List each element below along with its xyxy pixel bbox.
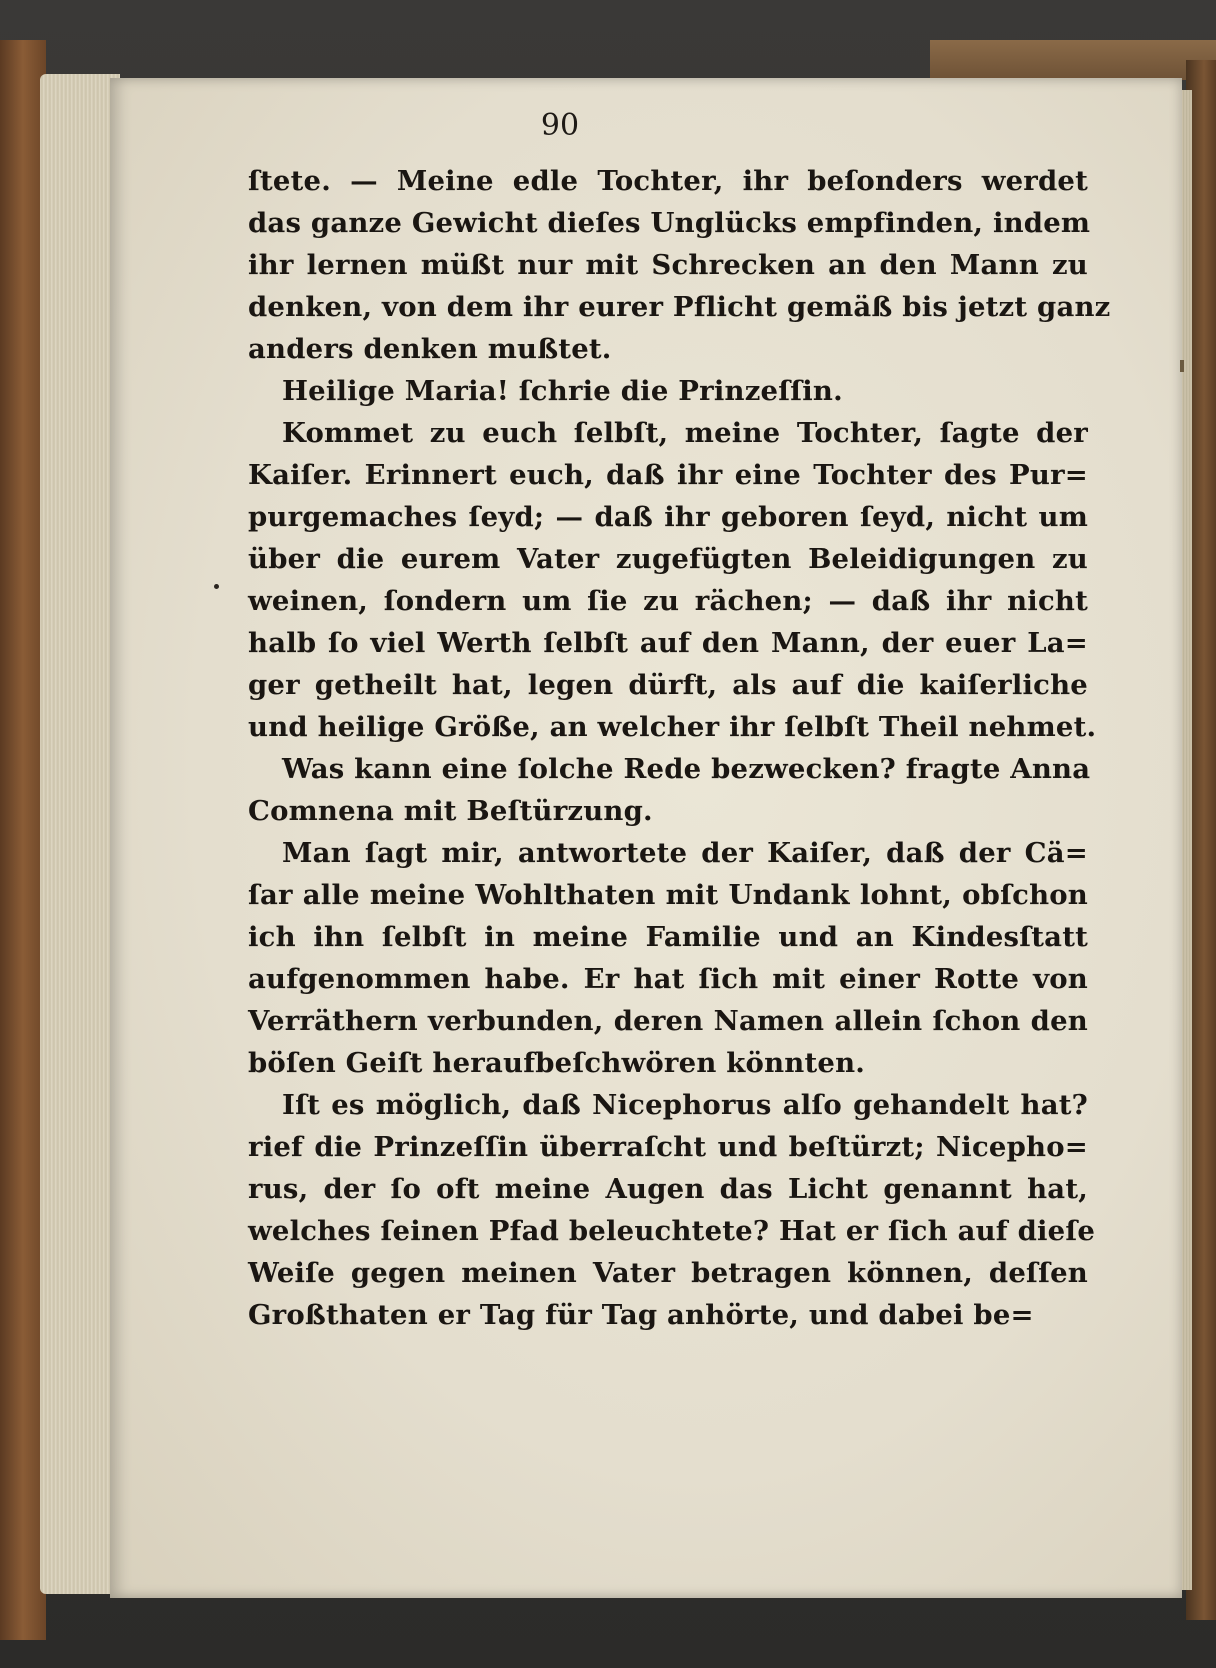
text-line: purgemaches ſeyd; — daß ihr geboren ſeyd, nicht um xyxy=(248,501,1088,533)
text-line: ſtete. — Meine edle Tochter, ihr beſonders werdet xyxy=(248,165,1088,197)
page-text xyxy=(248,160,1111,1336)
text-line: ich ihn ſelbſt in meine Familie und an Kindesſtatt xyxy=(248,921,1088,953)
text-line: aufgenommen habe. Er hat ſich mit einer Rotte von xyxy=(248,963,1088,995)
paragraph xyxy=(248,160,1111,370)
text-line: anders denken mußtet. xyxy=(248,333,612,365)
text-line: Kommet zu euch ſelbſt, meine Tochter, ſagte der xyxy=(282,417,1088,449)
page-number: 90 xyxy=(540,108,580,143)
paragraph xyxy=(248,832,1088,1084)
paragraph xyxy=(248,748,1091,832)
text-line: Comnena mit Beſtürzung. xyxy=(248,795,653,827)
text-line: das ganze Gewicht dieſes Unglücks empfinden, indem xyxy=(248,207,1091,239)
text-line: welches ſeinen Pfad beleuchtete? Hat er ſich auf dieſe xyxy=(248,1215,1096,1247)
text-line: rus, der ſo oft meine Augen das Licht genannt hat, xyxy=(248,1173,1088,1205)
text-line: weinen, ſondern um ſie zu rächen; — daß ihr nicht xyxy=(248,585,1088,617)
paragraph xyxy=(248,370,1088,412)
page-edge-mark xyxy=(1180,360,1184,372)
text-line: Iſt es möglich, daß Nicephorus alſo gehandelt hat? xyxy=(282,1089,1088,1121)
text-line: über die eurem Vater zugefügten Beleidigungen zu xyxy=(248,543,1088,575)
text-line: halb ſo viel Werth ſelbſt auf den Mann, der euer La= xyxy=(248,627,1088,659)
text-line: rief die Prinzeſſin überraſcht und beſtürzt; Nicepho= xyxy=(248,1131,1088,1163)
page-edges-left xyxy=(40,74,120,1594)
paragraph xyxy=(248,412,1097,748)
text-line: ger getheilt hat, legen dürft, als auf die kaiſerliche xyxy=(248,669,1088,701)
text-line: Weiſe gegen meinen Vater betragen können, deſſen xyxy=(248,1257,1088,1289)
text-line: und heilige Größe, an welcher ihr ſelbſt Theil nehmet. xyxy=(248,711,1097,743)
text-line: böſen Geiſt heraufbeſchwören könnten. xyxy=(248,1047,866,1079)
text-line: Man ſagt mir, antwortete der Kaiſer, daß der Cä= xyxy=(282,837,1088,869)
text-line: Was kann eine ſolche Rede bezwecken? fragte Anna xyxy=(282,753,1091,785)
text-line: Verräthern verbunden, deren Namen allein ſchon den xyxy=(248,1005,1088,1037)
paragraph xyxy=(248,1084,1096,1336)
text-line: denken, von dem ihr eurer Pflicht gemäß bis jetzt ganz xyxy=(248,291,1111,323)
text-line: ſar alle meine Wohlthaten mit Undank lohnt, obſchon xyxy=(248,879,1088,911)
text-line: Heilige Maria! ſchrie die Prinzeſſin. xyxy=(282,375,843,407)
text-line: Kaiſer. Erinnert euch, daß ihr eine Tochter des Pur= xyxy=(248,459,1088,491)
margin-mark xyxy=(214,584,219,589)
text-line: ihr lernen müßt nur mit Schrecken an den Mann zu xyxy=(248,249,1088,281)
book-cover-top xyxy=(930,40,1216,80)
text-line: Großthaten er Tag für Tag anhörte, und dabei be= xyxy=(248,1299,1034,1331)
